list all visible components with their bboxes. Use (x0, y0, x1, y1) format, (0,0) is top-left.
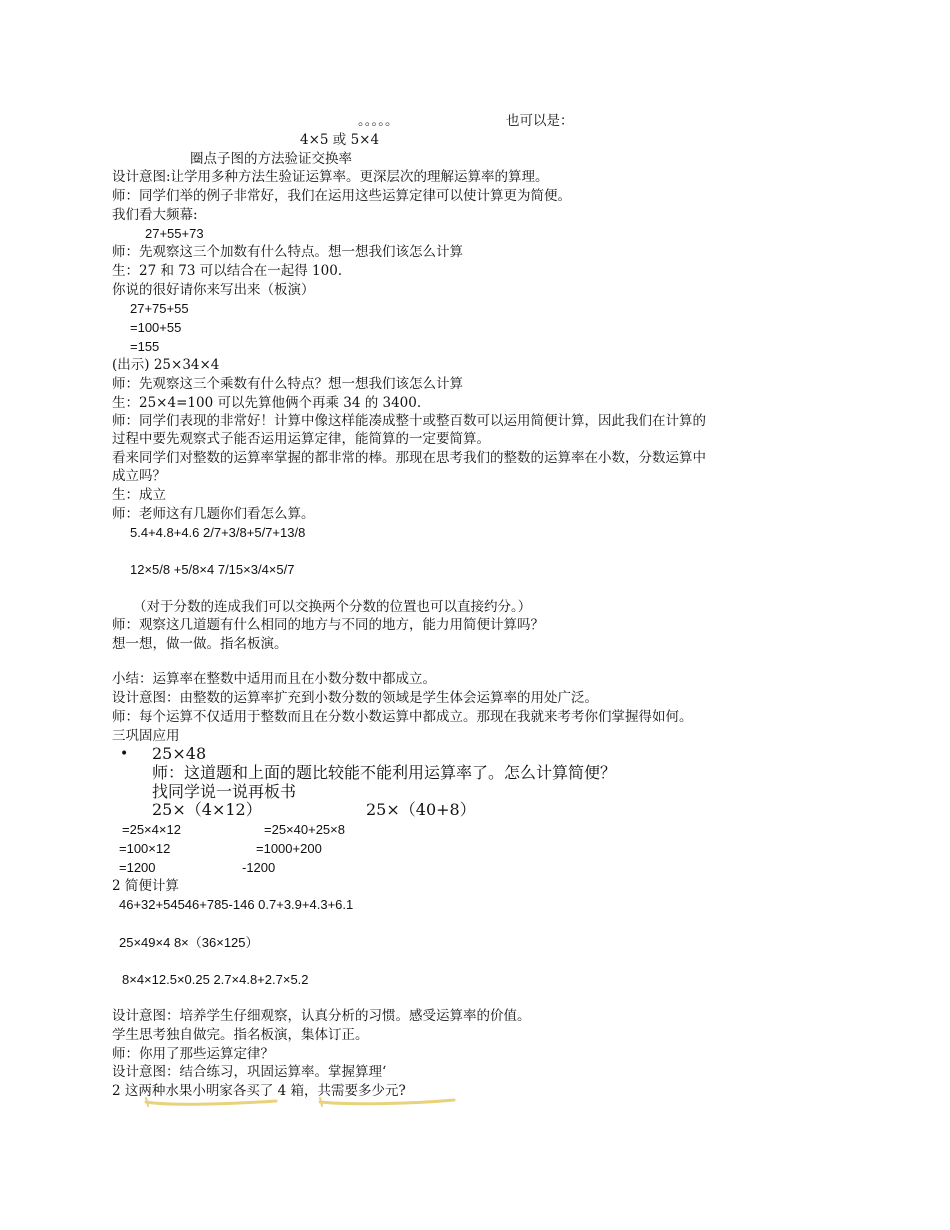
teacher-line-9: 师：你用了那些运算定律？ (112, 1046, 274, 1062)
simple-calc-heading: 2 简便计算 (112, 878, 179, 894)
teacher-line-1: 师：同学们举的例子非常好，我们在运用这些运算定律可以使计算更为简便。 (112, 188, 571, 204)
fruit-question: 2 这两种水果小明家各买了 4 箱，共需要多少元? (112, 1083, 406, 1099)
fraction-note: （对于分数的连成我们可以交换两个分数的位置也可以直接约分。） (133, 599, 532, 615)
student-line-2: 生：25×4=100 可以先算他俩个再乘 34 的 3400. (112, 395, 422, 411)
design-intent-1: 设计意图:让学用多种方法生验证运算率。更深层次的理解运算率的算理。 (112, 169, 549, 185)
summary-line: 小结：运算率在整数中适用而且在小数分数中都成立。 (112, 671, 436, 687)
student-line-3: 生：成立 (112, 487, 166, 503)
teacher-line-3: 师：先观察这三个乘数有什么特点？想一想我们该怎么计算 (112, 376, 463, 392)
question-line-a: 看来同学们对整数的运算率掌握的都非常的棒。那现在思考我们的整数的运算率在小数，分数运算中 (112, 450, 706, 466)
teacher-line-6: 师：观察这几道题有什么相同的地方与不同的地方，能力用简便计算吗？ (112, 617, 544, 633)
design-intent-2: 设计意图：由整数的运算率扩充到小数分数的领域是学生体会运算率的用处广泛。 (112, 690, 598, 706)
highlight-stroke-2 (320, 1100, 454, 1104)
step-a1: =25×4×12 (122, 822, 181, 837)
screen-line: 我们看大频幕: (112, 207, 198, 223)
expr-25x48: 25×48 (152, 744, 207, 763)
section-heading: 三巩固应用 (112, 728, 180, 744)
calc-step-3: =155 (130, 339, 160, 354)
calc-row-3: 8×4×12.5×0.25 2.7×4.8+2.7×5.2 (122, 972, 309, 987)
exercise-row-1: 5.4+4.8+4.6 2/7+3/8+5/7+13/8 (130, 525, 306, 540)
step-b3: -1200 (242, 860, 276, 875)
circle-dot-method: 圈点子图的方法验证交换率 (190, 151, 352, 167)
step-b1: =25×40+25×8 (264, 822, 345, 837)
alt-label: 也可以是： (506, 113, 574, 129)
calc-step-2: =100+55 (130, 320, 182, 335)
method-2: 25×（40+8） (366, 800, 476, 819)
expr-27-55-73: 27+55+73 (145, 226, 204, 241)
dots-row: 。。。。。 (358, 113, 399, 129)
board-line: 找同学说一说再板书 (152, 782, 297, 801)
show-expr: (出示) 25×34×4 (112, 357, 220, 373)
student-line-4: 学生思考独自做完。指名板演，集体订正。 (112, 1027, 369, 1043)
method-1: 25×（4×12） (152, 800, 262, 819)
exercise-row-2: 12×5/8 +5/8×4 7/15×3/4×5/7 (130, 562, 295, 577)
teacher-line-4b: 过程中要先观察式子能否运用运算定律，能简算的一定要简算。 (112, 431, 490, 447)
design-intent-4: 设计意图：结合练习，巩固运算率。掌握算理‘ (112, 1064, 387, 1080)
calc-row-2: 25×49×4 8×（36×125） (119, 935, 259, 950)
think-line: 想一想，做一做。指名板演。 (112, 636, 288, 652)
teacher-line-7: 师：每个运算不仅适用于整数而且在分数小数运算中都成立。那现在我就来考考你们掌握得如何。 (112, 709, 693, 725)
teacher-line-2: 师：先观察这三个加数有什么特点。想一想我们该怎么计算 (112, 244, 463, 260)
bullet-icon: • (120, 746, 129, 762)
student-line-1: 生：27 和 73 可以结合在一起得 100. (112, 263, 343, 279)
design-intent-3: 设计意图：培养学生仔细观察，认真分析的习惯。感受运算率的价值。 (112, 1008, 531, 1024)
step-b2: =1000+200 (256, 841, 322, 856)
question-line-b: 成立吗？ (112, 468, 166, 484)
teacher-line-5: 师：老师这有几题你们看怎么算。 (112, 506, 315, 522)
board-prompt: 你说的很好请你来写出来（板演） (112, 282, 315, 298)
calc-step-1: 27+75+55 (130, 301, 189, 316)
highlight-stroke-1 (146, 1101, 276, 1104)
step-a3: =1200 (119, 860, 156, 875)
calc-row-1: 46+32+54546+785-146 0.7+3.9+4.3+6.1 (119, 897, 354, 912)
teacher-line-8: 师：这道题和上面的题比较能不能利用运算率了。怎么计算简便？ (152, 763, 617, 782)
teacher-line-4a: 师：同学们表现的非常好！计算中像这样能凑成整十或整百数可以运用简便计算，因此我们在计算的 (112, 413, 706, 429)
commutative-formula: 4×5 或 5×4 (300, 132, 380, 148)
step-a2: =100×12 (119, 841, 171, 856)
